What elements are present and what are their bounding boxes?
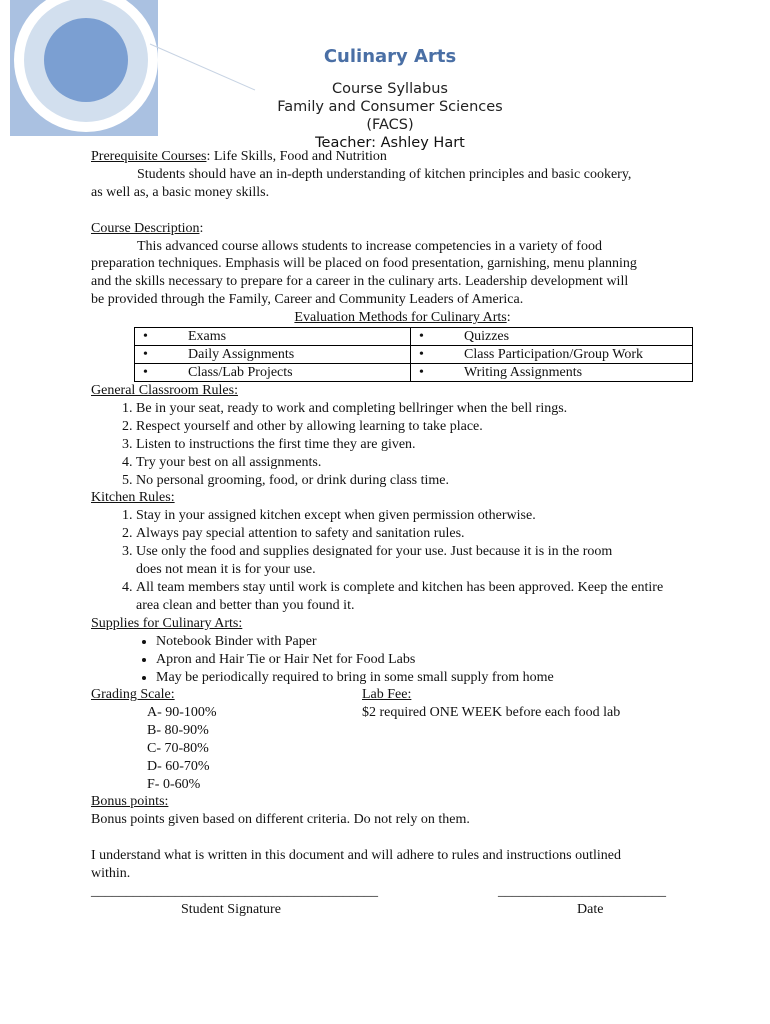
prereq-text: Students should have an in-depth understanding of kitchen principles and basic cookery, (137, 166, 632, 182)
supplies-heading: Supplies for Culinary Arts: (91, 615, 243, 631)
prereq-label: Prerequisite Courses (91, 149, 207, 164)
description-line: preparation techniques. Emphasis will be placed on food presentation, garnishing, menu planning (91, 256, 637, 272)
lab-fee-text: $2 required ONE WEEK before each food lab (362, 705, 621, 721)
list-item: 1. Be in your seat, ready to work and completing bellringer when the bell rings. (136, 400, 691, 418)
supplies-list (91, 633, 691, 687)
kitchen-rules-heading: Kitchen Rules: (91, 490, 175, 506)
grade-item: F- 0-60% (147, 776, 201, 792)
classroom-rules-heading: General Classroom Rules: (91, 383, 238, 399)
date-label: Date (577, 901, 604, 917)
department-name: Family and Consumer Sciences (277, 99, 503, 115)
table-row (135, 328, 693, 346)
list-item: 3. Use only the food and supplies designated for your use. Just because it is in the room does not mean it is for your use. (136, 543, 691, 579)
list-item: 1. Stay in your assigned kitchen except when given permission otherwise. (136, 507, 691, 525)
syllabus-subtitle: Course Syllabus (332, 81, 448, 97)
agreement-text: I understand what is written in this document and will adhere to rules and instructions outlined (91, 848, 621, 864)
description-heading: Course Description: (91, 220, 204, 236)
table-cell: • Exams (135, 328, 411, 346)
list-item: • Apron and Hair Tie or Hair Net for Food Labs (156, 651, 691, 669)
grade-item: D- 60-70% (147, 759, 210, 775)
description-line: This advanced course allows students to increase competencies in a variety of food (137, 238, 602, 254)
list-item: 5. No personal grooming, food, or drink during class time. (136, 472, 691, 490)
grade-item: B- 80-90% (147, 723, 209, 739)
evaluation-heading: Evaluation Methods for Culinary Arts: (294, 310, 511, 326)
bonus-text: Bonus points given based on different criteria. Do not rely on them. (91, 812, 470, 828)
list-item: 2. Always pay special attention to safety and sanitation rules. (136, 525, 691, 543)
agreement-text-2: within. (91, 866, 131, 882)
evaluation-table (134, 327, 693, 382)
prereq-heading (91, 148, 691, 166)
department-abbrev: (FACS) (366, 117, 414, 133)
description-line: be provided through the Family, Career and Community Leaders of America. (91, 292, 524, 308)
table-cell: • Daily Assignments (135, 346, 411, 364)
list-item: • May be periodically required to bring in some small supply from home (156, 669, 691, 687)
description-line: and the skills necessary to prepare for a career in the culinary arts. Leadership development will (91, 274, 629, 290)
grading-heading: Grading Scale: (91, 687, 175, 703)
description-label: Course Description (91, 220, 200, 236)
syllabus-body (91, 148, 691, 923)
grade-item: C- 70-80% (147, 741, 209, 757)
grading-scale (91, 686, 217, 793)
page-title: Culinary Arts (323, 46, 457, 67)
prereq-value: : Life Skills, Food and Nutrition (206, 149, 387, 164)
table-cell: • Class Participation/Group Work (411, 346, 693, 364)
table-cell: • Writing Assignments (411, 364, 693, 382)
classroom-rules-list (91, 400, 691, 490)
kitchen-rules-list (91, 507, 691, 614)
prereq-text-2: as well as, a basic money skills. (91, 184, 270, 200)
list-item: 3. Listen to instructions the first time they are given. (136, 436, 691, 454)
grade-item: A- 90-100% (147, 705, 217, 721)
table-cell: • Class/Lab Projects (135, 364, 411, 382)
list-item: 4. Try your best on all assignments. (136, 454, 691, 472)
document-header (190, 44, 590, 151)
list-item: 2. Respect yourself and other by allowing learning to take place. (136, 418, 691, 436)
table-cell: • Quizzes (411, 328, 693, 346)
grading-section (91, 686, 691, 793)
date-line: ________________________ (498, 883, 666, 899)
list-item: 4. All team members stay until work is complete and kitchen has been approved. Keep the entire area clean and better than you found it. (136, 579, 691, 615)
lab-fee (362, 686, 620, 722)
table-row (135, 364, 693, 382)
bonus-heading: Bonus points: (91, 794, 169, 810)
teacher-line: Teacher: Ashley Hart (315, 135, 465, 151)
lab-fee-heading: Lab Fee: (362, 687, 412, 703)
evaluation-label: Evaluation Methods for Culinary Arts (294, 310, 507, 326)
list-item: • Notebook Binder with Paper (156, 633, 691, 651)
table-row (135, 346, 693, 364)
student-signature-label: Student Signature (181, 901, 281, 917)
student-signature-line: _________________________________________ (91, 883, 378, 899)
signature-block (91, 883, 691, 923)
